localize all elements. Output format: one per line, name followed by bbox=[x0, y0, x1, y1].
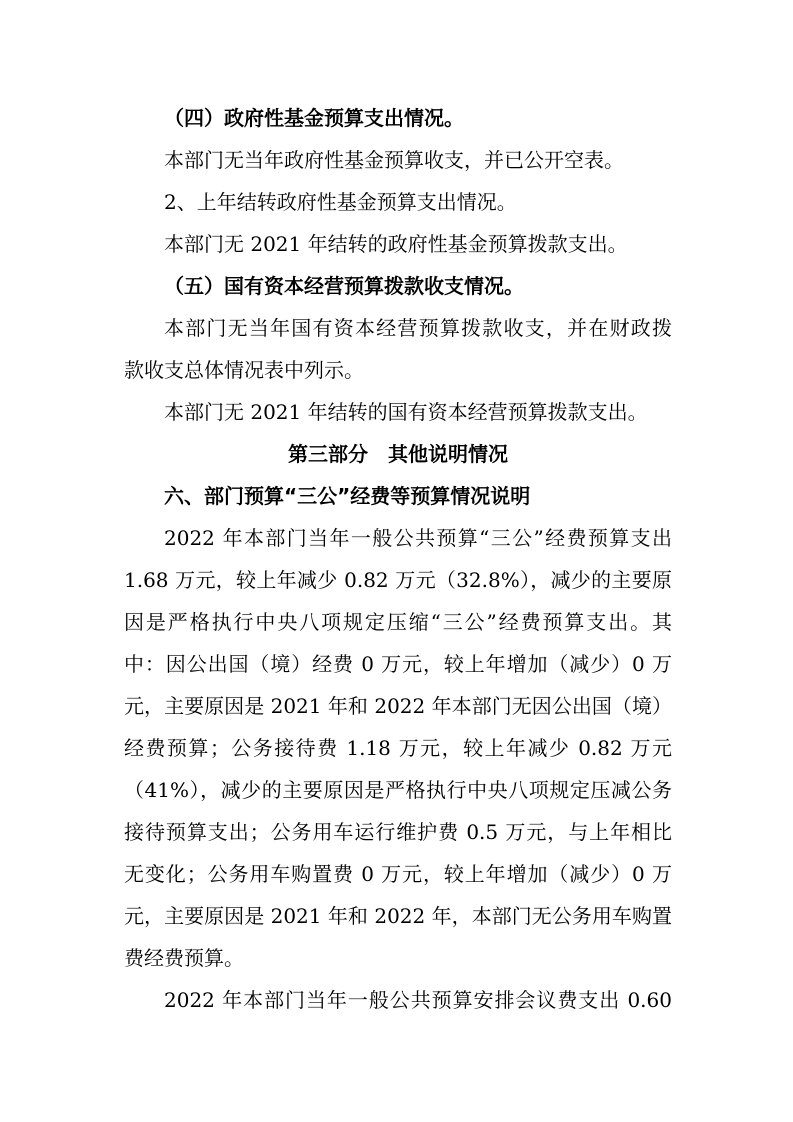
paragraph-text: 本部门无 2021 年结转的国有资本经营预算拨款支出。 bbox=[164, 400, 648, 424]
paragraph-text: 2、上年结转政府性基金预算支出情况。 bbox=[164, 190, 517, 214]
paragraph-text: 因是严格执行中央八项规定压缩“三公”经费预算支出。其 bbox=[124, 610, 672, 634]
paragraph-text: 2022 年本部门当年一般公共预算安排会议费支出 0.60 bbox=[164, 988, 672, 1012]
paragraph-text: 本部门无当年国有资本经营预算拨款收支，并在财政拨 bbox=[164, 316, 672, 340]
heading-state-capital: （五）国有资本经营预算拨款收支情况。 bbox=[164, 274, 524, 298]
paragraph-text: 款收支总体情况表中列示。 bbox=[124, 358, 364, 382]
heading-government-fund: （四）政府性基金预算支出情况。 bbox=[164, 106, 464, 130]
paragraph-text: 费经费预算。 bbox=[124, 946, 244, 970]
section-heading: 六、部门预算“三公”经费等预算情况说明 bbox=[164, 484, 531, 508]
paragraph-text: （41%），减少的主要原因是严格执行中央八项规定压减公务 bbox=[124, 778, 672, 802]
paragraph-text: 经费预算；公务接待费 1.18 万元，较上年减少 0.82 万元 bbox=[124, 736, 672, 760]
paragraph-text: 中：因公出国（境）经费 0 万元，较上年增加（减少）0 万 bbox=[124, 652, 672, 676]
paragraph-text: 接待预算支出；公务用车运行维护费 0.5 万元，与上年相比 bbox=[124, 820, 672, 844]
paragraph-text: 本部门无 2021 年结转的政府性基金预算拨款支出。 bbox=[164, 232, 628, 256]
paragraph-text: 本部门无当年政府性基金预算收支，并已公开空表。 bbox=[164, 148, 624, 172]
paragraph-text: 1.68 万元，较上年减少 0.82 万元（32.8%），减少的主要原 bbox=[124, 568, 672, 592]
paragraph-text: 元，主要原因是 2021 年和 2022 年，本部门无公务用车购置 bbox=[124, 904, 672, 928]
paragraph-text: 2022 年本部门当年一般公共预算“三公”经费预算支出 bbox=[164, 526, 672, 550]
part-title: 第三部分 其他说明情况 bbox=[288, 442, 508, 466]
paragraph-text: 无变化；公务用车购置费 0 万元，较上年增加（减少）0 万 bbox=[124, 862, 672, 886]
paragraph-text: 元，主要原因是 2021 年和 2022 年本部门无因公出国（境） bbox=[124, 694, 672, 718]
